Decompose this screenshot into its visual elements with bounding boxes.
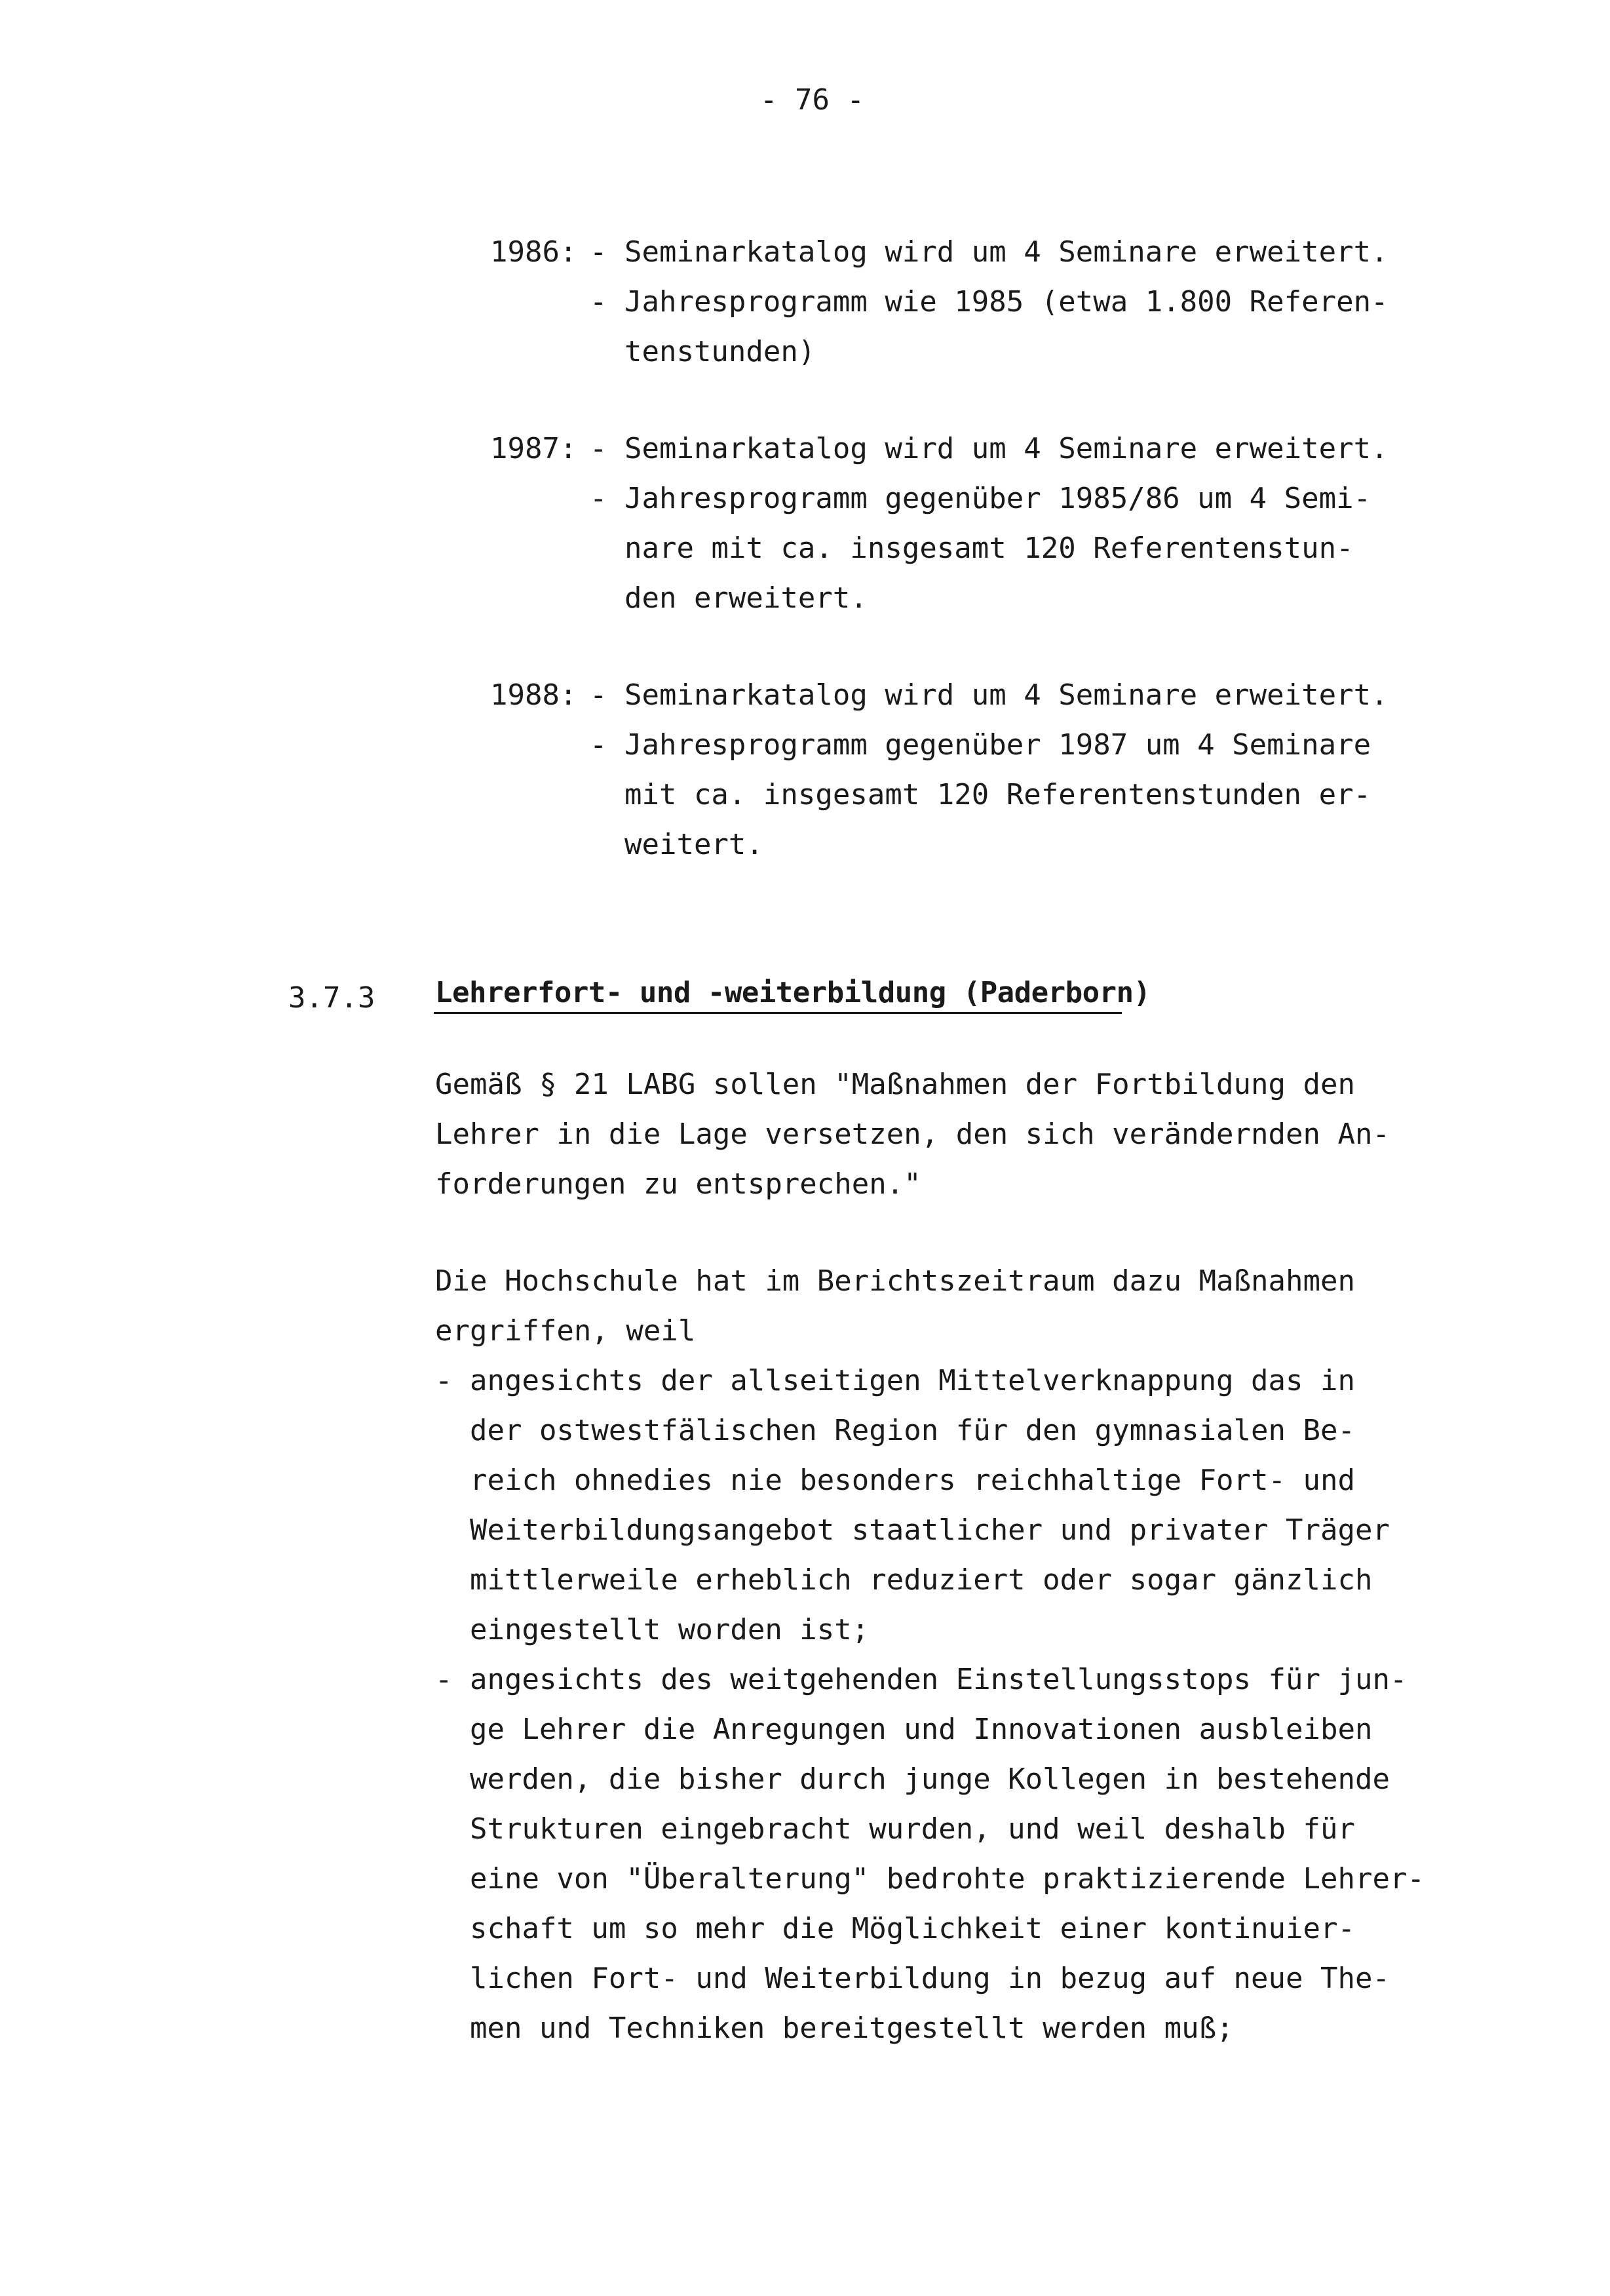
year-label-1988: 1988:: [490, 678, 577, 712]
year-1987-line: - Seminarkatalog wird um 4 Seminare erweitert.: [590, 432, 1389, 465]
section-title: Lehrerfort- und -weiterbildung (Paderborn): [435, 976, 1151, 1009]
body-line: - angesichts der allseitigen Mittelverknappung das in: [435, 1364, 1355, 1397]
section-title-underline: [434, 1012, 1122, 1014]
quote-line: Lehrer in die Lage versetzen, den sich verändernden An-: [435, 1118, 1390, 1151]
section-number: 3.7.3: [288, 981, 375, 1015]
page-number: - 76 -: [760, 83, 864, 117]
body-line: schaft um so mehr die Möglichkeit einer kontinuier-: [435, 1912, 1355, 1945]
year-1986-line: - Jahresprogramm wie 1985 (etwa 1.800 Referen-: [590, 285, 1389, 319]
body-line: men und Techniken bereitgestellt werden muß;: [435, 2012, 1234, 2045]
body-line: ergriffen, weil: [435, 1314, 696, 1348]
body-line: - angesichts des weitgehenden Einstellungsstops für jun-: [435, 1663, 1408, 1696]
year-1988-line: - Seminarkatalog wird um 4 Seminare erweitert.: [590, 678, 1389, 712]
body-line: Die Hochschule hat im Berichtszeitraum dazu Maßnahmen: [435, 1264, 1355, 1298]
body-line: Strukturen eingebracht wurden, und weil deshalb für: [435, 1812, 1355, 1846]
body-line: eingestellt worden ist;: [435, 1613, 870, 1646]
year-1988-line: weitert.: [590, 828, 763, 861]
body-line: eine von "Überalterung" bedrohte praktizierende Lehrer-: [435, 1862, 1425, 1896]
year-1986-line: - Seminarkatalog wird um 4 Seminare erweitert.: [590, 235, 1389, 269]
year-1988-line: - Jahresprogramm gegenüber 1987 um 4 Seminare: [590, 728, 1371, 762]
quote-line: Gemäß § 21 LABG sollen "Maßnahmen der Fortbildung den: [435, 1068, 1355, 1101]
body-line: reich ohnedies nie besonders reichhaltige Fort- und: [435, 1464, 1355, 1497]
body-line: lichen Fort- und Weiterbildung in bezug auf neue The-: [435, 1962, 1390, 1995]
body-line: Weiterbildungsangebot staatlicher und privater Träger: [435, 1513, 1390, 1547]
year-1986-line: tenstunden): [590, 335, 816, 368]
body-line: mittlerweile erheblich reduziert oder sogar gänzlich: [435, 1563, 1373, 1597]
year-label-1987: 1987:: [490, 432, 577, 465]
body-line: ge Lehrer die Anregungen und Innovationen ausbleiben: [435, 1713, 1373, 1746]
year-1987-line: - Jahresprogramm gegenüber 1985/86 um 4 Semi-: [590, 482, 1371, 515]
quote-line: forderungen zu entsprechen.": [435, 1167, 921, 1201]
year-1988-line: mit ca. insgesamt 120 Referentenstunden er-: [590, 778, 1371, 811]
body-line: werden, die bisher durch junge Kollegen in bestehende: [435, 1762, 1390, 1796]
year-1987-line: den erweitert.: [590, 581, 868, 615]
body-line: der ostwestfälischen Region für den gymnasialen Be-: [435, 1414, 1355, 1447]
year-1987-line: nare mit ca. insgesamt 120 Referentenstun-: [590, 532, 1354, 565]
year-label-1986: 1986:: [490, 235, 577, 269]
